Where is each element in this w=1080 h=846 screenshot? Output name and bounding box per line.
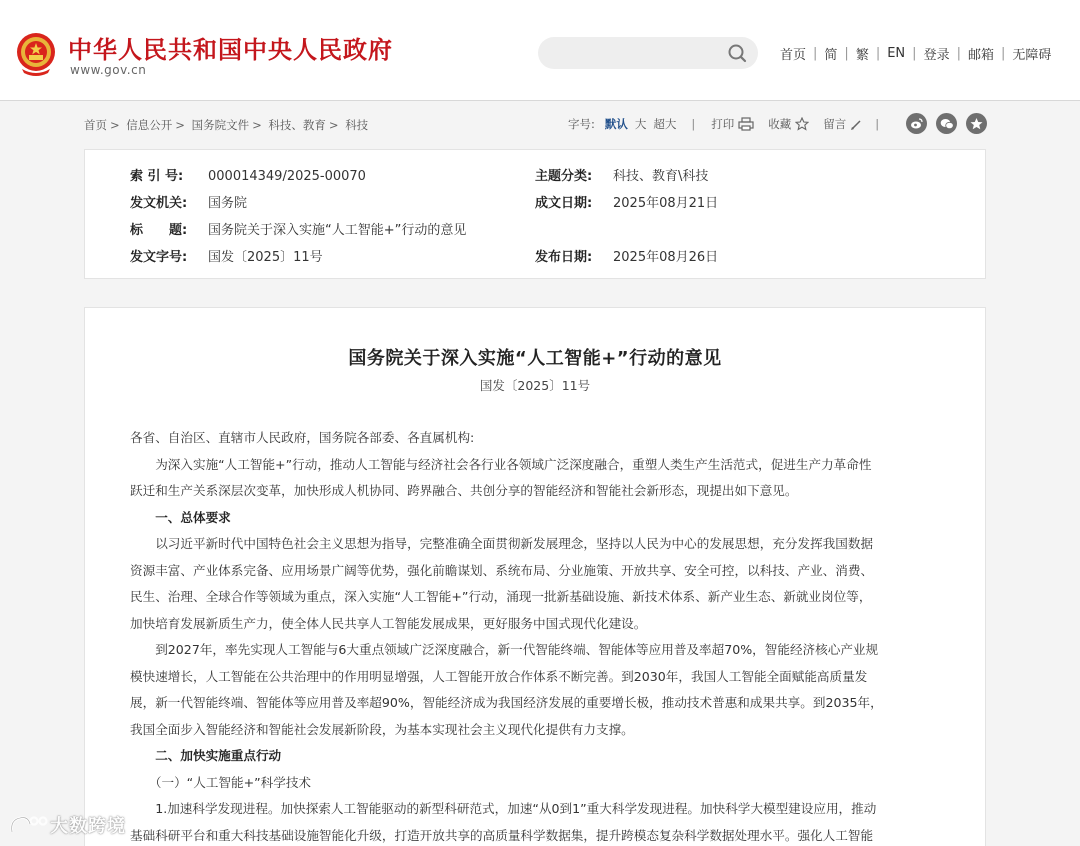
- font-size-xlarge[interactable]: 超大: [653, 117, 677, 131]
- body-line: 为深入实施“人工智能+”行动，推动人工智能与经济社会各行业各领域广泛深度融合，重塑人类生产生活范式，促进生产力革命性: [130, 456, 872, 472]
- meta-subject: [535, 165, 708, 184]
- font-size-label: 字号:: [568, 117, 595, 131]
- meta-issuer-value: 国务院: [208, 196, 248, 211]
- nav-mail[interactable]: 邮箱: [967, 48, 994, 63]
- nav-login[interactable]: 登录: [923, 48, 950, 63]
- pen-icon: [850, 118, 863, 131]
- favorite-button[interactable]: [768, 116, 809, 132]
- meta-published-value: 2025年08月26日: [613, 250, 719, 265]
- meta-issuer-label: 发文机关:: [130, 196, 188, 211]
- meta-docno-label: 发文字号:: [130, 250, 188, 265]
- document-meta-box: [84, 149, 986, 279]
- font-size-large[interactable]: 大: [634, 117, 647, 131]
- article-tools: [568, 116, 895, 132]
- print-label: 打印: [711, 117, 735, 131]
- nav-separator: |: [844, 46, 849, 61]
- comment-label: 留言: [823, 117, 847, 131]
- site-name[interactable]: 中华人民共和国中央人民政府: [68, 36, 393, 64]
- meta-title-value: 国务院关于深入实施“人工智能+”行动的意见: [208, 223, 467, 238]
- comment-button[interactable]: [823, 116, 863, 132]
- body-line: 我国全面步入智能经济和智能社会发展新阶段，为基本实现社会主义现代化提供有力支撑。: [130, 721, 634, 737]
- body-line: 模快速增长，人工智能在公共治理中的作用明显增强，人工智能开放合作体系不断完善。到2030年，我国人工智能全面赋能高质量发: [130, 668, 868, 684]
- breadcrumb-arrow: >: [328, 118, 339, 132]
- font-size-default[interactable]: 默认: [604, 117, 628, 131]
- nav-home[interactable]: 首页: [780, 48, 807, 63]
- wechat-icon[interactable]: [936, 113, 957, 134]
- tools-separator: |: [691, 117, 696, 131]
- section-heading: 二、加快实施重点行动: [130, 748, 282, 763]
- site-url: www.gov.cn: [70, 63, 147, 77]
- meta-doc-number: [130, 246, 323, 265]
- meta-title-label: 标 题:: [130, 223, 188, 238]
- body-line: 展，新一代智能终端、智能体等应用普及率超90%，智能经济成为我国经济发展的重要增长极，推动技术普惠和成果共享。到2035年，: [130, 695, 883, 710]
- body-line: 到2027年，率先实现人工智能与6大重点领域广泛深度融合，新一代智能终端、智能体等应用普及率超70%，智能经济核心产业规: [130, 642, 879, 657]
- subsection-heading: （一）“人工智能+”科学技术: [130, 774, 312, 790]
- meta-issuer: [130, 192, 247, 211]
- meta-subject-value: 科技、教育\科技: [613, 169, 709, 184]
- nav-separator: |: [1000, 46, 1006, 61]
- nav-accessibility[interactable]: 无障碍: [1012, 48, 1052, 63]
- printer-icon: [738, 117, 754, 131]
- breadcrumb-home[interactable]: 首页: [84, 118, 107, 132]
- nav-simplified[interactable]: 简: [824, 48, 838, 63]
- nav-english[interactable]: EN: [887, 46, 906, 61]
- watermark-text: 大数跨境: [50, 816, 126, 837]
- meta-index-label: 索 引 号:: [130, 169, 184, 184]
- meta-written-value: 2025年08月21日: [613, 196, 719, 211]
- article-content: [84, 307, 986, 846]
- watermark-logo-icon: [8, 812, 50, 838]
- meta-written-label: 成文日期:: [535, 196, 593, 211]
- meta-title: [130, 219, 466, 238]
- body-line: 基础科研平台和重大科技基础设施智能化升级，打造开放共享的高质量科学数据集，提升跨模态复杂科学数据处理水平。强化人工智能: [130, 827, 874, 843]
- watermark: [8, 812, 126, 838]
- body-line: 民生、治理、全球合作等领域为重点，深入实施“人工智能+”行动，涌现一批新基础设施、新技术体系、新产业生态、新就业岗位等，: [130, 589, 872, 604]
- star-icon: [795, 117, 809, 131]
- article-title: 国务院关于深入实施“人工智能+”行动的意见: [348, 348, 722, 369]
- breadcrumb-info-public[interactable]: 信息公开: [126, 118, 173, 132]
- breadcrumb-science[interactable]: 科技: [345, 118, 369, 132]
- breadcrumb-sci-edu[interactable]: 科技、教育: [268, 118, 326, 132]
- search-input[interactable]: [538, 37, 758, 69]
- qzone-icon[interactable]: [966, 113, 987, 134]
- weibo-icon[interactable]: [906, 113, 927, 134]
- meta-index: [130, 165, 366, 184]
- meta-published-date: [535, 246, 718, 265]
- body-line: 跃迁和生产关系深层次变革，加快形成人机协同、跨界融合、共创分享的智能经济和智能社会新形态，现提出如下意见。: [130, 483, 798, 498]
- body-line: 加快培育发展新质生产力，使全体人民共享人工智能发展成果，更好服务中国式现代化建设。: [130, 615, 647, 631]
- nav-separator: |: [813, 46, 818, 61]
- body-line: 1.加速科学发现进程。加快探索人工智能驱动的新型科研范式，加速“从0到1”重大科学发现进程。加快科学大模型建设应用，推动: [130, 801, 877, 816]
- meta-written-date: [535, 192, 718, 211]
- breadcrumb-state-council-docs[interactable]: 国务院文件: [191, 118, 250, 132]
- print-button[interactable]: [711, 116, 754, 132]
- article-body: [130, 425, 936, 846]
- breadcrumb: [84, 117, 368, 133]
- meta-subject-label: 主题分类:: [535, 169, 593, 184]
- body-line: 以习近平新时代中国特色社会主义思想为指导，完整准确全面贯彻新发展理念，坚持以人民为中心的发展思想，充分发挥我国数据: [130, 536, 874, 551]
- nav-separator: |: [956, 46, 961, 61]
- tools-separator: |: [875, 117, 880, 131]
- national-emblem-icon: [14, 31, 58, 77]
- share-bar: [906, 113, 996, 134]
- body-line: 各省、自治区、直辖市人民政府，国务院各部委、各直属机构:: [130, 430, 475, 445]
- nav-traditional[interactable]: 繁: [855, 48, 869, 63]
- search-icon[interactable]: [726, 42, 748, 64]
- wechat-glyph-icon: [940, 118, 954, 130]
- top-nav: [780, 44, 1051, 63]
- meta-index-value: 000014349/2025-00070: [208, 169, 366, 184]
- favorite-label: 收藏: [768, 117, 792, 131]
- meta-published-label: 发布日期:: [535, 250, 593, 265]
- breadcrumb-arrow: >: [175, 118, 185, 132]
- qzone-star-icon: [970, 117, 983, 130]
- nav-separator: |: [912, 46, 917, 61]
- site-header: [0, 0, 1080, 101]
- article-doc-number: 国发〔2025〕11号: [479, 378, 591, 393]
- breadcrumb-arrow: >: [252, 118, 262, 132]
- body-line: 资源丰富、产业体系完备、应用场景广阔等优势，强化前瞻谋划、系统布局、分业施策、开放共享、安全可控，以科技、产业、消费、: [130, 562, 874, 578]
- section-heading: 一、总体要求: [130, 509, 231, 525]
- meta-docno-value: 国发〔2025〕11号: [208, 250, 323, 265]
- weibo-glyph-icon: [910, 118, 923, 129]
- breadcrumb-arrow: >: [110, 118, 120, 132]
- nav-separator: |: [875, 46, 881, 61]
